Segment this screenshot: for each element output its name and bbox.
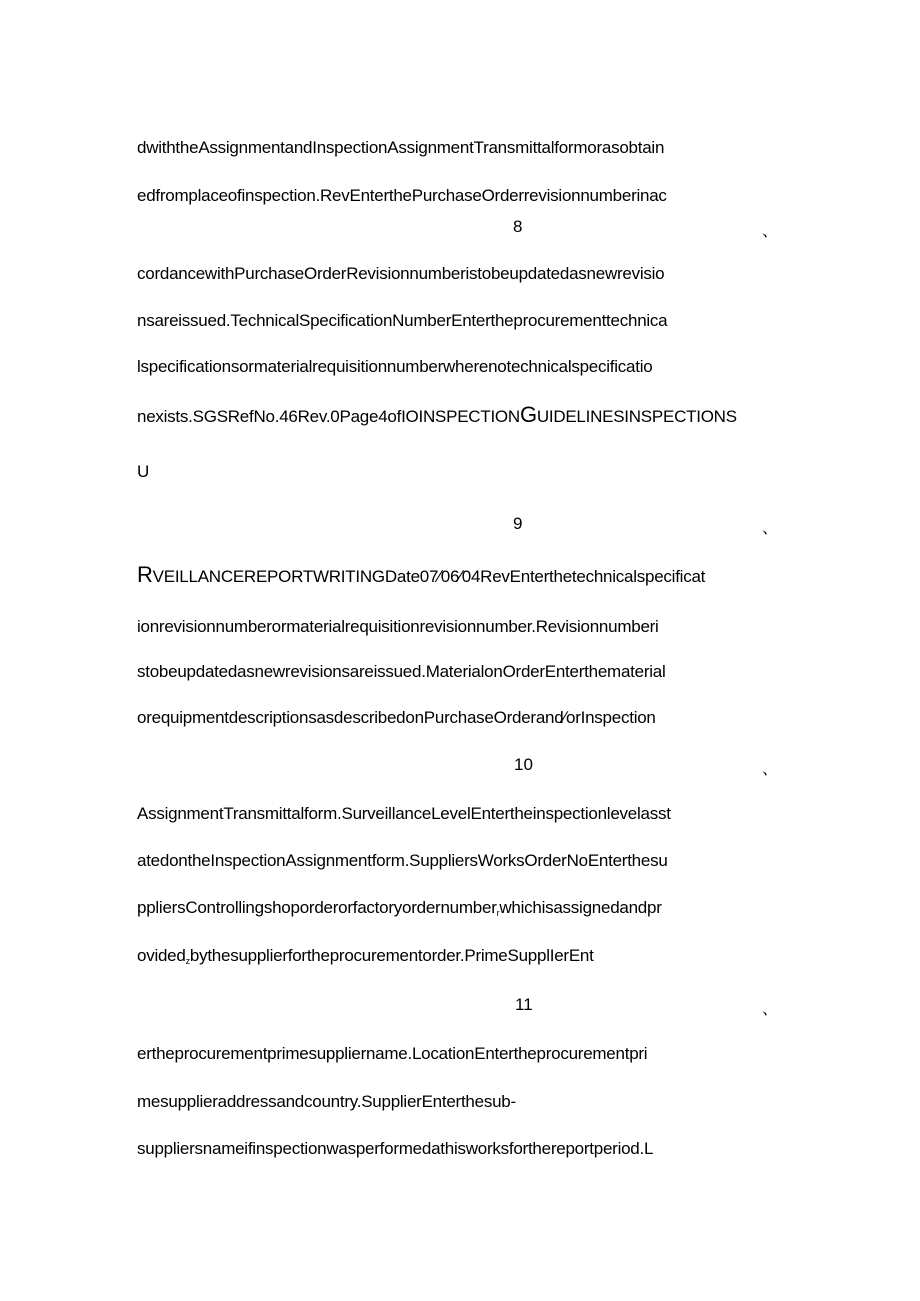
page-mark-8: 、: [762, 223, 779, 240]
text-line-18: suppliersnameifinspectionwasperformedathisworksforthereportperiod.L: [137, 1139, 654, 1158]
text-line-6-part-b: UIDELINESINSPECTIONS: [536, 407, 737, 426]
text-line-14-subscript: r: [496, 908, 500, 918]
page-number-8: 8: [513, 217, 523, 236]
page-mark-9: 、: [762, 520, 779, 537]
text-line-8: [137, 562, 789, 587]
text-line-8-large-letter: R: [137, 562, 153, 587]
text-line-4: nsareissued.TechnicalSpecificationNumberEntertheprocurementtechnica: [137, 311, 668, 330]
text-line-3: cordancewithPurchaseOrderRevisionnumberistobeupdatedasnewrevisio: [137, 264, 665, 283]
page-number-10: 10: [514, 755, 533, 774]
text-line-12: AssignmentTransmittalform.SurveillanceLevelEntertheinspectionlevelasst: [137, 804, 671, 823]
text-line-13: atedontheInspectionAssignmentform.SuppliersWorksOrderNoEnterthesu: [137, 851, 668, 870]
text-line-5: lspecificationsormaterialrequisitionnumberwherenotechnicalspecificatio: [137, 357, 653, 376]
text-line-14-part-a: ppliersControllingshoporderorfactoryordernumber: [137, 898, 497, 917]
text-line-6: [137, 402, 789, 427]
text-line-17: mesupplieraddressandcountry.SupplierEnterthesub-: [137, 1092, 516, 1111]
text-line-8-rest: VEILLANCEREPORTWRITINGDate07∕06∕04RevEnterthetechnicalspecificat: [152, 567, 706, 586]
text-line-7: U: [137, 462, 150, 481]
page-number-11: 11: [515, 995, 533, 1014]
text-line-6-large-letter: G: [519, 402, 537, 427]
text-line-15-part-b: bythesupplierfortheprocurementorder.PrimeSupplIerEnt: [189, 946, 594, 965]
text-line-16: ertheprocurementprimesuppliername.LocationEntertheprocurementpri: [137, 1044, 648, 1063]
text-line-14: [137, 898, 789, 923]
text-line-10: stobeupdatedasnewrevisionsareissued.MaterialonOrderEnterthematerial: [137, 662, 666, 681]
text-line-6-part-a: nexists.SGSRefNo.46Rev.0Page4ofIOINSPECTION: [137, 407, 520, 426]
page-number-9: 9: [513, 514, 523, 533]
text-line-14-part-b: whichisassignedandpr: [499, 898, 662, 917]
page-mark-10: 、: [762, 761, 779, 778]
text-line-11: orequipmentdescriptionsasdescribedonPurchaseOrderand∕orInspection: [137, 708, 656, 727]
text-line-9: ionrevisionnumberormaterialrequisitionrevisionnumber.Revisionnumberi: [137, 617, 659, 636]
text-line-1: dwiththeAssignmentandInspectionAssignmentTransmittalformorasobtain: [137, 138, 665, 157]
page-mark-11: 、: [762, 1001, 779, 1018]
text-line-15-part-a: ovided: [137, 946, 186, 965]
text-line-2: edfromplaceofinspection.RevEnterthePurchaseOrderrevisionnumberinac: [137, 186, 667, 205]
text-line-15: [137, 946, 789, 971]
text-line-15-subscript: z: [185, 956, 190, 966]
